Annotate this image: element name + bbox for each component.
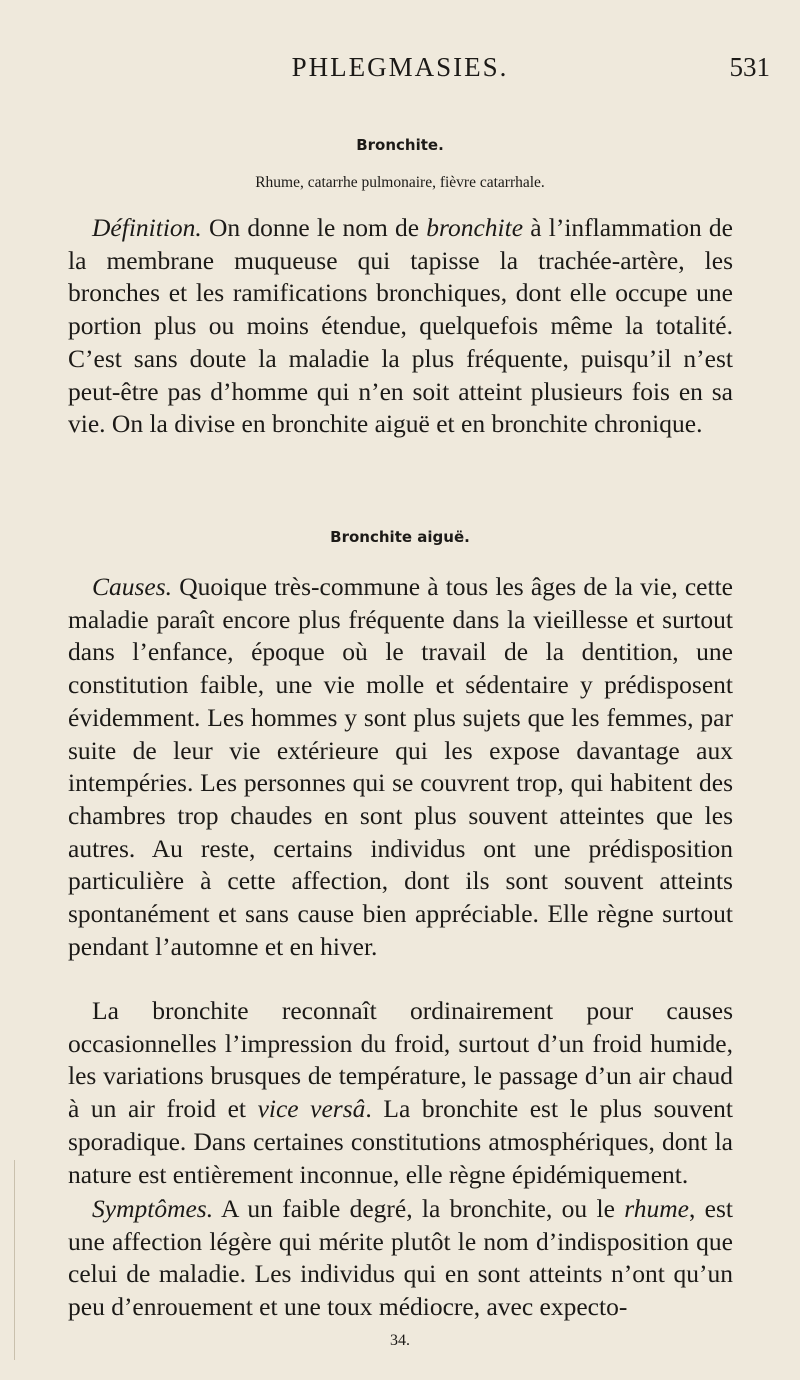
definition-lead: Définition. xyxy=(92,213,202,242)
paragraph-symptomes xyxy=(68,1193,733,1324)
page-edge-line xyxy=(14,1160,15,1360)
symptomes-lead: Symptômes. xyxy=(92,1194,214,1223)
paragraph-causes xyxy=(68,571,733,963)
definition-text-after: à l’inflammation de la membrane muqueuse qui tapisse la trachée-artère, les bronches et les ramifications bronchiques, dont elle occupe une portion plus ou moins étendue, quelquefois même la totalité. C’est sans doute la maladie la plus fréquente, puisqu’il n’est peut-être pas d’homme qui n’en soit atteint plusieurs fois en sa vie. On la divise en bronchite aiguë et en bronchite chronique. xyxy=(68,213,733,439)
bronchite-latin: vice versâ xyxy=(257,1094,366,1124)
bronchite-text-before: La bronchite reconnaît ordinairement pour causes occasionnelles l’impression du froid, surtout d’un froid humide, les variations brusques de température, le passage d’un air chaud à un air froid et xyxy=(68,996,733,1124)
running-title: PHLEGMASIES. xyxy=(291,52,509,82)
page-number: 531 xyxy=(729,52,770,82)
definition-text-before: On donne le nom de xyxy=(201,213,427,242)
section-heading-bronchite: Bronchite. xyxy=(356,136,444,154)
definition-term: bronchite xyxy=(426,213,524,242)
symptomes-term: rhume xyxy=(624,1194,689,1223)
bronchite-text-after: . La bronchite est le plus souvent sporadique. Dans certaines constitutions atmosphériques, dont la nature est entièrement inconnue, elle règne épidémiquement. xyxy=(68,1094,733,1189)
causes-lead: Causes. xyxy=(92,572,173,601)
section-subtitle: Rhume, catarrhe pulmonaire, fièvre catarrhale. xyxy=(255,174,545,191)
symptomes-text-after: , est une affection légère qui mérite plutôt le nom d’indisposition que celui de maladie. Les individus qui en sont atteints n’ont qu’un peu d’enrouement et une toux médiocre, avec expecto- xyxy=(68,1194,733,1322)
causes-text: Quoique très-commune à tous les âges de la vie, cette maladie paraît encore plus fréquente dans la vieillesse et surtout dans l’enfance, époque où le travail de la dentition, une constitution faible, une vie molle et sédentaire y prédisposent évidemment. Les hommes y sont plus sujets que les femmes, par suite de leur vie extérieure qui les expose davantage aux intempéries. Les personnes qui se couvrent trop, qui habitent des chambres trop chaudes en sont plus souvent atteintes que les autres. Au reste, certains individus ont une prédisposition particulière à cette affection, dont ils sont souvent atteints spontanément et sans cause bien appréciable. Elle règne surtout pendant l’automne et en hiver. xyxy=(68,572,733,961)
signature-mark: 34. xyxy=(390,1332,410,1349)
subsection-heading-bronchite-aigue: Bronchite aiguë. xyxy=(330,528,470,546)
paragraph-definition xyxy=(68,212,733,441)
paragraph-bronchite-causes xyxy=(68,995,733,1191)
symptomes-text-before: A un faible degré, la bronchite, ou le xyxy=(213,1194,625,1223)
page-header xyxy=(0,52,800,88)
